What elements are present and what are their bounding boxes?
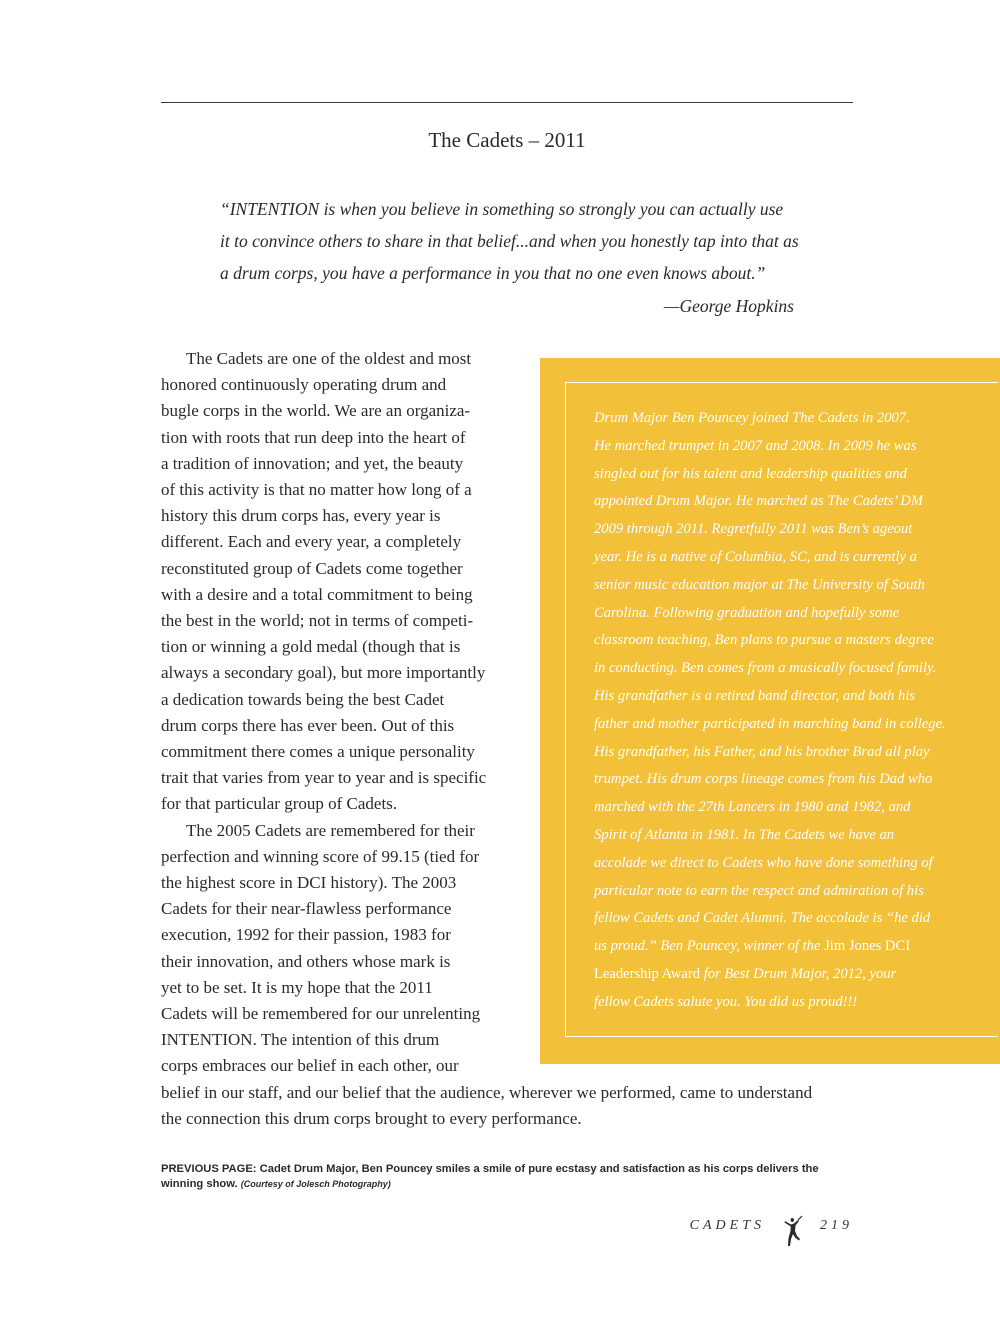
- body-line: the highest score in DCI history). The 2003: [161, 873, 457, 893]
- body-line: corps embraces our belief in each other, our: [161, 1056, 459, 1076]
- sidebar-line: His grandfather is a retired band director, and both his: [594, 687, 916, 704]
- sidebar-line: Carolina. Following graduation and hopefully some: [594, 604, 900, 621]
- body-line: Cadets for their near-flawless performance: [161, 899, 452, 919]
- body-line: tion with roots that run deep into the heart of: [161, 427, 466, 447]
- page-number: 219: [820, 1218, 853, 1233]
- sidebar-line: marched with the 27th Lancers in 1980 and 1982, and: [594, 799, 911, 816]
- body-text: [161, 346, 812, 1132]
- sidebar-line: appointed Drum Major. He marched as The Cadets’ DM: [594, 493, 924, 510]
- sidebar-line: classroom teaching, Ben plans to pursue a masters degree: [594, 632, 934, 649]
- body-line: bugle corps in the world. We are an organiza-: [161, 401, 471, 421]
- body-line: a tradition of innovation; and yet, the beauty: [161, 453, 464, 473]
- caption-text: Cadet Drum Major, Ben Pouncey smiles a smile of pure ecstasy and satisfaction as his corps delivers the winning show.: [161, 1163, 819, 1190]
- body-line: of this activity is that no matter how long of a: [161, 480, 472, 500]
- body-line: The Cadets are one of the oldest and most: [186, 349, 472, 368]
- quote-line: a drum corps, you have a performance in you that no one even knows about.”: [220, 263, 766, 283]
- body-line: trait that varies from year to year and is specific: [161, 768, 487, 788]
- caption-label: PREVIOUS PAGE:: [161, 1163, 257, 1175]
- body-line: always a secondary goal), but more importantly: [161, 663, 486, 683]
- body-line: yet to be set. It is my hope that the 2011: [161, 977, 433, 997]
- sidebar-line: in conducting. Ben comes from a musically focused family.: [594, 660, 937, 677]
- sidebar-line: senior music education major at The University of South: [594, 576, 925, 593]
- quote-attribution: —George Hopkins: [663, 296, 794, 316]
- body-line: INTENTION. The intention of this drum: [161, 1030, 440, 1050]
- sidebar-line-text: us proud.” Ben Pouncey, winner of the: [594, 938, 821, 955]
- epigraph-quote: [220, 193, 810, 322]
- quote-line: “INTENTION is when you believe in something so strongly you can actually use: [220, 199, 784, 219]
- body-line: their innovation, and others whose mark is: [161, 951, 451, 971]
- body-line: drum corps there has ever been. Out of this: [161, 715, 455, 735]
- sidebar-line: trumpet. His drum corps lineage comes from his Dad who: [594, 771, 933, 788]
- sidebar-line: year. He is a native of Columbia, SC, and is currently a: [594, 548, 917, 565]
- page-title: The Cadets – 2011: [428, 128, 586, 152]
- body-line: execution, 1992 for their passion, 1983 for: [161, 925, 451, 945]
- body-line: commitment there comes a unique personality: [161, 742, 475, 762]
- sidebar-line: He marched trumpet in 2007 and 2008. In 2009 he was: [594, 437, 917, 454]
- quote-line: it to convince others to share in that belief...and when you honestly tap into that as: [220, 231, 799, 251]
- award-name: Jim Jones DCI: [824, 938, 911, 955]
- sidebar-line: Spirit of Atlanta in 1981. In The Cadets we have an: [594, 826, 895, 843]
- sidebar-line: 2009 through 2011. Regretfully 2011 was Ben’s ageout: [594, 521, 913, 538]
- body-line: different. Each and every year, a completely: [161, 532, 462, 552]
- body-line: Cadets will be remembered for our unrelenting: [161, 1004, 481, 1024]
- sidebar-line: His grandfather, his Father, and his brother Brad all play: [594, 743, 930, 760]
- body-line: the connection this drum corps brought to every performance.: [161, 1108, 582, 1128]
- body-line: The 2005 Cadets are remembered for their: [186, 820, 475, 840]
- sidebar-line: fellow Cadets and Cadet Alumni. The accolade is “he did: [594, 910, 931, 927]
- body-line: perfection and winning score of 99.15 (tied for: [161, 846, 480, 866]
- body-line: for that particular group of Cadets.: [161, 794, 398, 814]
- body-line: honored continuously operating drum and: [161, 375, 447, 395]
- body-line: history this drum corps has, every year is: [161, 506, 441, 526]
- top-rule: [161, 102, 853, 103]
- sidebar-line: particular note to earn the respect and admiration of his: [594, 882, 924, 899]
- body-line: a dedication towards being the best Cadet: [161, 689, 445, 709]
- footer-section-name: CADETS: [689, 1218, 765, 1233]
- caption-credit: (Courtesy of Jolesch Photography): [240, 1179, 391, 1189]
- sidebar-line-text: for Best Drum Major, 2012, your: [703, 965, 897, 982]
- body-line: reconstituted group of Cadets come together: [161, 558, 463, 578]
- sidebar-line: singled out for his talent and leadership qualities and: [594, 465, 907, 482]
- drum-major-silhouette-icon: [781, 1215, 803, 1249]
- sidebar-line: fellow Cadets salute you. You did us proud!!!: [594, 993, 858, 1010]
- body-line: belief in our staff, and our belief that the audience, wherever we performed, came to understand: [161, 1082, 813, 1102]
- award-name-cont: Leadership Award: [594, 965, 701, 982]
- sidebar-line: accolade we direct to Cadets who have done something of: [594, 854, 933, 871]
- photo-caption: [161, 1162, 853, 1192]
- sidebar-line: father and mother participated in marching band in college.: [594, 715, 946, 732]
- body-line: with a desire and a total commitment to being: [161, 584, 473, 604]
- page-footer: [600, 1212, 853, 1252]
- body-line: the best in the world; not in terms of competi-: [161, 611, 474, 631]
- sidebar-line: Drum Major Ben Pouncey joined The Cadets in 2007.: [594, 410, 910, 426]
- body-line: tion or winning a gold medal (though that is: [161, 637, 461, 657]
